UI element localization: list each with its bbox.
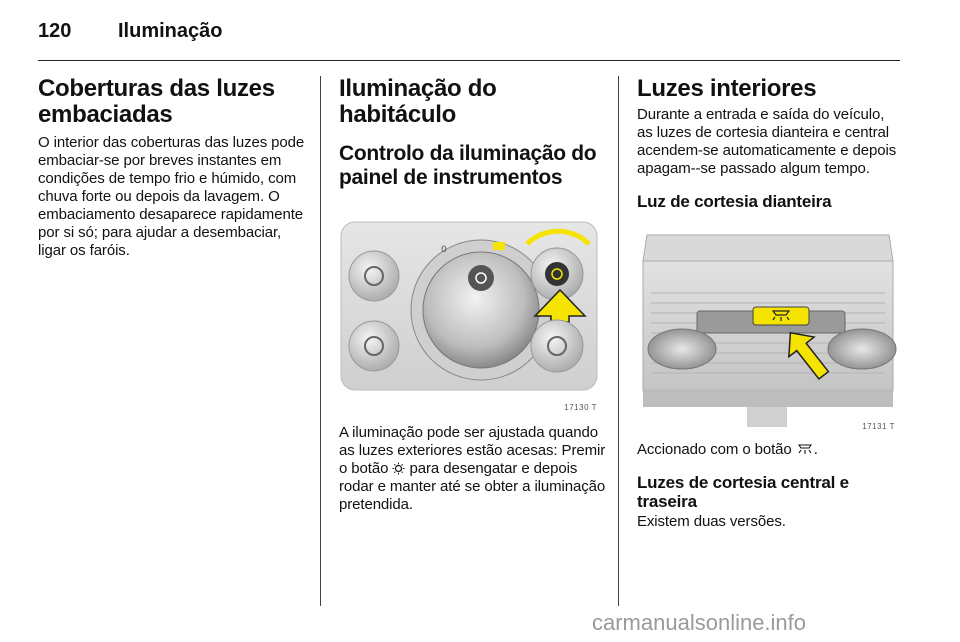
subheading-dimmer: Controlo da iluminação do painel de instrumentos [339, 142, 597, 189]
fogged-lamps-text: O interior das coberturas das luzes pode embaciar-se por breves instantes em condições de tempo frio e húmido, com chuva forte ou depois da lavagem. O embaciamento desaparece rapidamente por si só; para ajudar a desembaciar, ligar os faróis. [38, 134, 305, 259]
column-divider-2 [618, 76, 619, 606]
instrument-dimmer-icon [392, 462, 405, 475]
column-interior-lighting [339, 76, 607, 514]
interior-lights-intro: Durante a entrada e saída do veículo, as luzes de cortesia dianteira e central acendem-se automaticamente e depois apagam--se passado algum tempo. [637, 106, 897, 177]
figure-dimmer-control [339, 204, 601, 418]
courtesy-light-icon [796, 443, 814, 456]
front-caption-before-icon: Accionado com o botão [637, 441, 792, 458]
svg-text:0: 0 [441, 245, 447, 255]
dimmer-instructions [339, 424, 607, 514]
front-courtesy-light-illustration [637, 221, 899, 433]
front-courtesy-caption [637, 441, 903, 459]
section-heading-interior-lighting: Iluminação do habitáculo [339, 75, 497, 128]
front-caption-after-icon: . [813, 441, 818, 458]
watermark: carmanualsonline.info [592, 610, 807, 635]
central-rear-text: Existem duas versões. [637, 513, 786, 530]
subheading-central-rear: Luzes de cortesia central e traseira [637, 473, 849, 511]
header-rule [38, 60, 900, 61]
section-heading-interior-lights: Luzes interiores [637, 75, 817, 102]
dimmer-text-after-icon: para desengatar e depois rodar e manter até se obter a iluminação pretendida. [339, 460, 606, 513]
subheading-front-courtesy: Luz de cortesia dianteira [637, 192, 832, 211]
dimmer-control-illustration [339, 204, 601, 418]
page-number: 120 [38, 20, 72, 42]
dimmer-text-before-icon: A iluminação pode ser ajustada quando as luzes exteriores estão acesas: Premir o botão [339, 424, 606, 477]
section-heading-fogged-lamps: Coberturas das luzes embaciadas [38, 75, 275, 128]
figure-front-courtesy-light [637, 221, 899, 433]
column-divider-1 [320, 76, 321, 606]
chapter-title: Iluminação [118, 20, 223, 42]
column-interior-lights [637, 76, 903, 531]
figure-code-front-courtesy: 17131 T [862, 422, 895, 431]
column-fogged-lamps [38, 76, 308, 260]
figure-code-dimmer: 17130 T [564, 403, 597, 412]
